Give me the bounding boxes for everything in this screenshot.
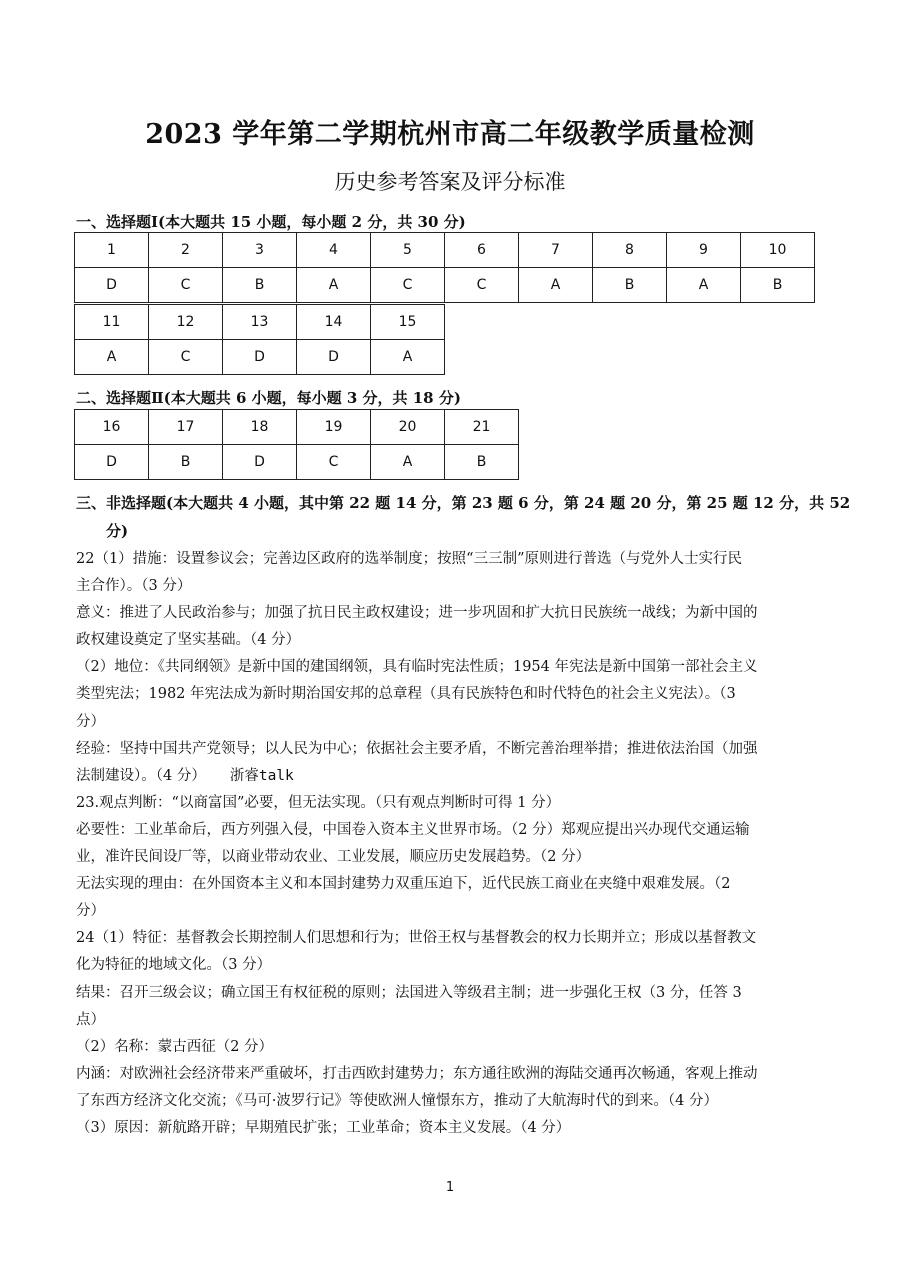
answer-cell: D	[223, 445, 297, 480]
section2-table	[74, 409, 519, 480]
answer-line: （2）名称：蒙古西征（2 分）	[76, 1038, 274, 1055]
answer-line: 23.观点判断：“以商富国”必要，但无法实现。（只有观点判断时可得 1 分）	[76, 794, 561, 811]
section3-heading-continuation: 分)	[106, 522, 129, 540]
page-title: 2023 学年第二学期杭州市高二年级教学质量检测	[145, 119, 755, 150]
answer-line: 经验：坚持中国共产党领导；以人民为中心；依据社会主要矛盾，不断完善治理举措；推进依法治国（加强	[76, 740, 758, 757]
answer-cell: B	[149, 445, 223, 480]
answer-cell: C	[371, 268, 445, 303]
answer-cell: B	[223, 268, 297, 303]
question-number: 20	[371, 410, 445, 445]
answer-cell: A	[519, 268, 593, 303]
answer-cell: C	[149, 268, 223, 303]
table-row-numbers	[75, 305, 445, 340]
answer-line-with-watermark	[76, 763, 828, 790]
answer-cell: A	[667, 268, 741, 303]
question-number: 11	[75, 305, 149, 340]
section1-heading: 一、选择题Ⅰ(本大题共 15 小题，每小题 2 分，共 30 分)	[76, 213, 466, 231]
table-row-answers	[75, 340, 445, 375]
question-number: 21	[445, 410, 519, 445]
question-number: 10	[741, 233, 815, 268]
answer-cell: C	[149, 340, 223, 375]
answer-cell: B	[445, 445, 519, 480]
table-row-answers	[75, 445, 519, 480]
question-number: 13	[223, 305, 297, 340]
question-number: 5	[371, 233, 445, 268]
answer-line: 政权建设奠定了坚实基础。（4 分）	[76, 632, 301, 649]
answer-cell: A	[297, 268, 371, 303]
answer-line: 内涵：对欧洲社会经济带来严重破坏，打击西欧封建势力；东方通往欧洲的海陆交通再次畅通，客观上推动	[76, 1065, 758, 1082]
answer-cell: C	[297, 445, 371, 480]
question-number: 6	[445, 233, 519, 268]
question-number: 4	[297, 233, 371, 268]
answer-cell: D	[75, 268, 149, 303]
question-number: 16	[75, 410, 149, 445]
answer-line: 必要性：工业革命后，西方列强入侵，中国卷入资本主义世界市场。（2 分）郑观应提出兴办现代交通运输	[76, 821, 750, 838]
answer-line: 业，准许民间设厂等，以商业带动农业、工业发展，顺应历史发展趋势。（2 分）	[76, 849, 591, 866]
section1-table-row1	[74, 232, 815, 303]
question-number: 12	[149, 305, 223, 340]
page-number: 1	[445, 1180, 455, 1195]
answer-cell: B	[741, 268, 815, 303]
answer-line: 类型宪法；1982 年宪法成为新时期治国安邦的总章程（具有民族特色和时代特色的社会主义宪法）。（3	[76, 686, 736, 703]
table-row-answers	[75, 268, 815, 303]
watermark-text: 浙睿talk	[229, 767, 294, 784]
answer-cell: A	[371, 445, 445, 480]
question-number: 19	[297, 410, 371, 445]
question-number: 8	[593, 233, 667, 268]
answer-line: 意义：推进了人民政治参与；加强了抗日民主政权建设；进一步巩固和扩大抗日民族统一战线；为新中国的	[76, 605, 758, 622]
answer-line: 分）	[76, 713, 105, 730]
answer-cell: A	[75, 340, 149, 375]
answer-line: 化为特征的地域文化。（3 分）	[76, 957, 272, 974]
answer-line: 点）	[76, 1011, 105, 1028]
question-number: 15	[371, 305, 445, 340]
answer-line: （2）地位：《共同纲领》是新中国的建国纲领，具有临时宪法性质；1954 年宪法是新中国第一部社会主义	[76, 659, 758, 676]
answer-cell: D	[75, 445, 149, 480]
table-row-numbers	[75, 410, 519, 445]
section1-table-row2	[74, 304, 445, 375]
answer-body	[76, 546, 828, 1142]
question-number: 14	[297, 305, 371, 340]
question-number: 2	[149, 233, 223, 268]
answer-cell: D	[223, 340, 297, 375]
table-row-numbers	[75, 233, 815, 268]
question-number: 3	[223, 233, 297, 268]
section2-heading: 二、选择题Ⅱ(本大题共 6 小题，每小题 3 分，共 18 分)	[76, 389, 461, 407]
question-number: 18	[223, 410, 297, 445]
answer-cell: C	[445, 268, 519, 303]
question-number: 9	[667, 233, 741, 268]
answer-line: 了东西方经济文化交流；《马可·波罗行记》等使欧洲人憧憬东方，推动了大航海时代的到来。（4 分）	[76, 1092, 718, 1109]
answer-line: 法制建设）。（4 分）	[76, 767, 206, 784]
answer-cell: A	[371, 340, 445, 375]
answer-line: （3）原因：新航路开辟；早期殖民扩张；工业革命；资本主义发展。（4 分）	[76, 1119, 571, 1136]
answer-cell: B	[593, 268, 667, 303]
answer-cell: D	[297, 340, 371, 375]
answer-line: 主合作）。（3 分）	[76, 578, 192, 595]
answer-line: 无法实现的理由：在外国资本主义和本国封建势力双重压迫下，近代民族工商业在夹缝中艰难发展。（2	[76, 876, 731, 893]
question-number: 17	[149, 410, 223, 445]
answer-line: 结果：召开三级会议；确立国王有权征税的原则；法国进入等级君主制；进一步强化王权（3 分，任答 3	[76, 984, 742, 1001]
answer-line: 分）	[76, 903, 105, 920]
question-number: 1	[75, 233, 149, 268]
page-subtitle: 历史参考答案及评分标准	[334, 170, 566, 194]
section3-heading: 三、非选择题(本大题共 4 小题，其中第 22 题 14 分，第 23 题 6 分，第 24 题 20 分，第 25 题 12 分，共 52	[76, 494, 851, 512]
answer-line: 22（1）措施：设置参议会；完善边区政府的选举制度；按照“三三制”原则进行普选（与党外人士实行民	[76, 551, 742, 567]
answer-line: 24（1）特征：基督教会长期控制人们思想和行为；世俗王权与基督教会的权力长期并立；形成以基督教文	[76, 930, 757, 947]
question-number: 7	[519, 233, 593, 268]
